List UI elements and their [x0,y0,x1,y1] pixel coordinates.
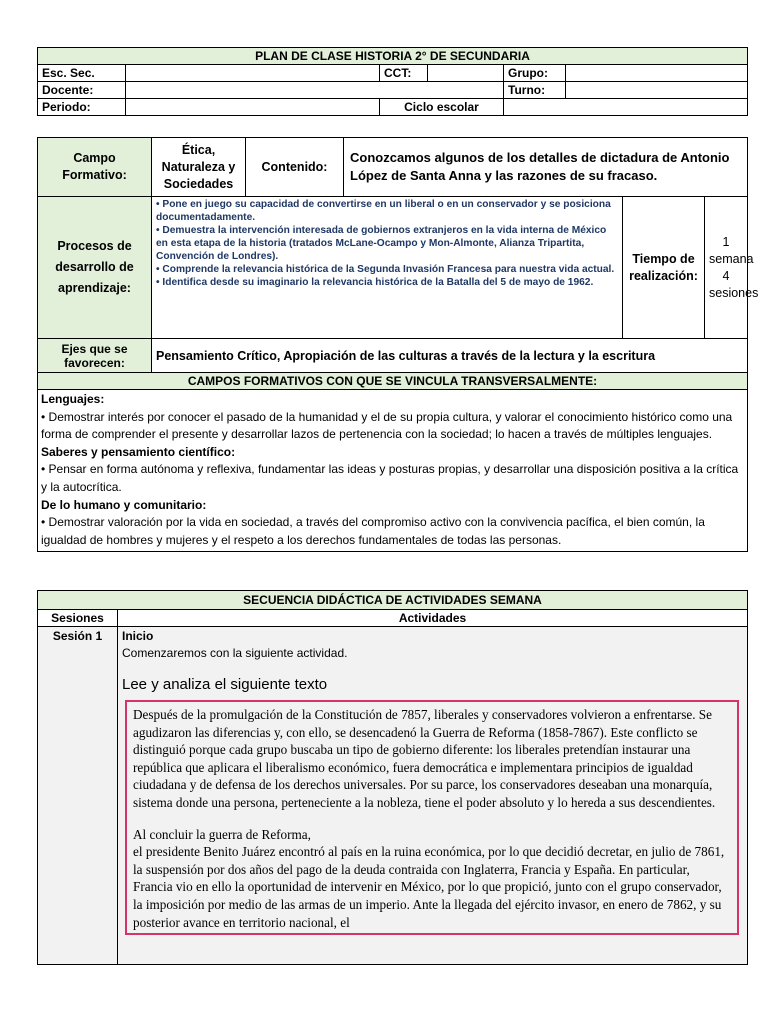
tiempo-value [705,197,759,339]
ejes-value: Pensamiento Crítico, Apropiación de las culturas a través de la lectura y la escritura [152,339,748,373]
esc-label: Esc. Sec. [38,65,126,82]
procesos-item: • Comprende la relevancia histórica de la Segunda Invasión Francesa para nuestra vida actual. [156,264,615,275]
sesion-1-activities [118,627,748,965]
ejes-label: Ejes que se favorecen: [38,339,152,373]
intro-text: Comenzaremos con la siguiente actividad. [122,646,348,660]
procesos-label: Procesos de desarrollo de aprendizaje: [38,197,152,339]
grupo-field[interactable] [566,65,748,82]
procesos-item: • Identifica desde su imaginario la relevancia histórica de la Batalla del 5 de mayo de 1962. [156,277,594,288]
cct-label: CCT: [380,65,428,82]
turno-field[interactable] [566,82,748,99]
plan-table [37,137,759,552]
sesion-1-label: Sesión 1 [38,627,118,965]
procesos-item: • Pone en juego su capacidad de convertirse en un liberal o en un conservador y se posiciona documentadamente. [156,199,611,223]
sesiones-header: Sesiones [38,610,118,627]
secuencia-title: SECUENCIA DIDÁCTICA DE ACTIVIDADES SEMANA [38,591,748,610]
campo-label: Campo Formativo: [38,138,152,197]
saberes-title: Saberes y pensamiento científico: [41,444,236,459]
esc-field[interactable] [126,65,380,82]
periodo-label: Periodo: [38,99,126,116]
docente-label: Docente: [38,82,126,99]
ciclo-label: Ciclo escolar [380,99,504,116]
header-table [37,47,748,116]
campos-header: CAMPOS FORMATIVOS CON QUE SE VINCULA TRANSVERSALMENTE: [38,373,748,390]
secuencia-table [37,590,748,965]
reading-paragraph-1: Después de la promulgación de la Constitución de 7857, liberales y conservadores volvieron a enfrentarse. Se agudizaron las diferencias y, con ello, se desencadenó la Guerra de Reforma (1858-7867). Este conflicto se distinguió porque cada grupo buscaba un tipo de gobierno diferente: los liberales pretendían instaurar una república que aplicara el liberalismo económico, fuera democrática e implementara principios de igualdad ciudadana y de defensa de los derechos universales. Por su parce, los conservadores deseaban una monarquía, sistema donde una persona, perteneciente a la nobleza, tiene el poder absoluto y lo hereda a sus descendientes. [133,707,716,810]
contenido-label: Contenido: [246,138,344,197]
tiempo-label: Tiempo de realización: [623,197,705,339]
docente-field[interactable] [126,82,504,99]
ciclo-field[interactable] [504,99,748,116]
transversal-box [38,390,748,552]
tiempo-sesiones: 4 sesiones [709,268,759,300]
procesos-item: • Demuestra la intervención interesada de gobiernos extranjeros en la vida interna de México en esta etapa de la historia (tratados McLane-Ocampo y Mon-Almonte, Alianza Tripartita, Convención de Londres). [156,225,607,262]
humano-text: • Demostrar valoración por la vida en sociedad, a través del compromiso activo con la convivencia pacífica, el bien común, la igualdad de hombres y mujeres y el respeto a los derechos fundamentales de todas las personas. [41,515,705,547]
lenguajes-title: Lenguajes: [41,392,105,406]
procesos-list [152,197,623,339]
turno-label: Turno: [504,82,566,99]
actividades-header: Actividades [118,610,748,627]
inicio-heading: Inicio [122,629,154,643]
contenido-value: Conozcamos algunos de los detalles de dictadura de Antonio López de Santa Anna y las razones de su fracaso. [344,138,748,197]
reading-paragraph-2-lead: Al concluir la guerra de Reforma, [133,826,311,842]
cct-field[interactable] [428,65,504,82]
periodo-field[interactable] [126,99,380,116]
lee-heading: Lee y analiza el siguiente texto [122,676,328,693]
humano-title: De lo humano y comunitario: [41,497,207,512]
lenguajes-text: • Demostrar interés por conocer el pasado de la humanidad y el de su propia cultura, y valorar el conocimiento histórico como una forma de comprender el presente y desarrollar lazos de pertenencia con la sociedad; lo hacen a través de múltiples lenguajes. [41,409,733,442]
reading-text-box [125,700,739,935]
saberes-text: • Pensar en forma autónoma y reflexiva, fundamentar las ideas y posturas propias, y desarrollar una disposición positiva a la crítica y la autocrítica. [41,462,739,494]
plan-title: PLAN DE CLASE HISTORIA 2° DE SECUNDARIA [38,48,748,65]
reading-paragraph-2: el presidente Benito Juárez encontró al país en la ruina económica, por lo que decidió decretar, en julio de 7861, la suspensión por dos años del pago de la deuda contraida con Inglaterra, Francia y España. En particular, Francia vio en ello la oportunidad de intervenir en México, por lo que propició, junto con el grupo conservador, la imposición por medio de las armas de un imperio. Ante la llegada del ejército invasor, en enero de 7862, y su posterior avance en territorio nacional, el [133,844,725,930]
tiempo-semana: 1 semana [709,234,754,266]
grupo-label: Grupo: [504,65,566,82]
campo-value: Ética, Naturaleza y Sociedades [152,138,246,197]
